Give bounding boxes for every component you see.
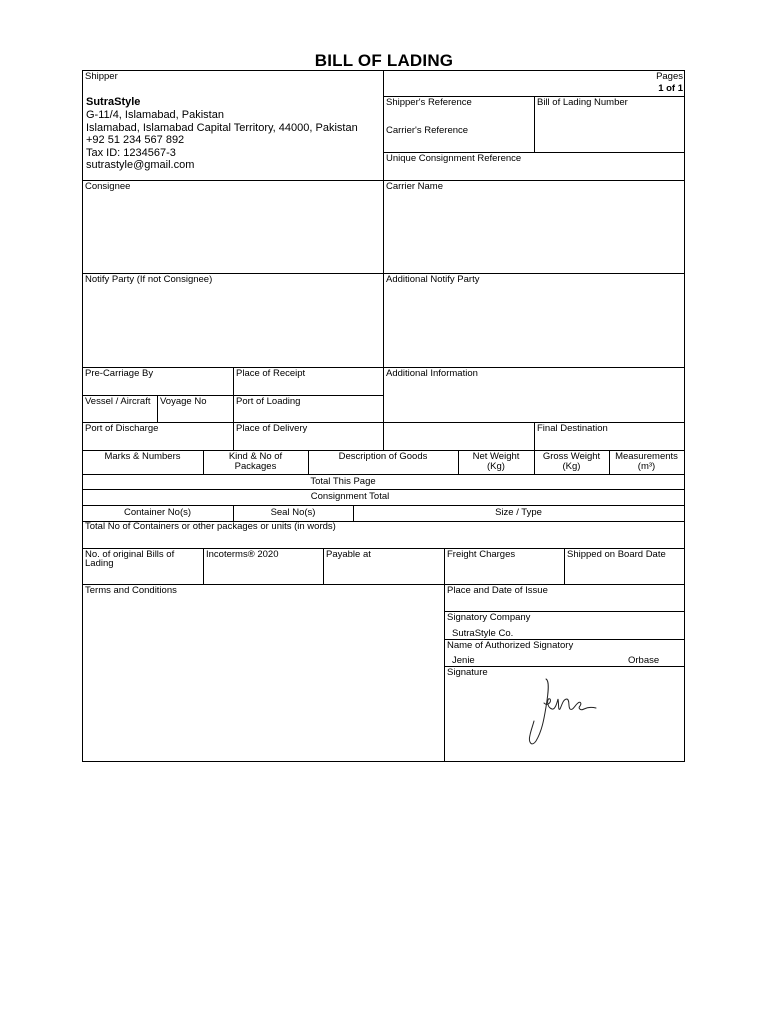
- border-right: [684, 70, 685, 762]
- divider: [534, 422, 535, 450]
- carrier-name-label: Carrier Name: [386, 181, 444, 192]
- signatory-company-label: Signatory Company: [447, 612, 531, 623]
- bill-of-lading-form: [82, 70, 685, 762]
- signature-label: Signature: [447, 667, 488, 678]
- signatory-company-value: SutraStyle Co.: [452, 628, 514, 639]
- consignment-total-label: Consignment Total: [310, 491, 390, 502]
- seal-nos-label: Seal No(s): [270, 507, 316, 518]
- consignee-label: Consignee: [85, 181, 131, 192]
- additional-information-label: Additional Information: [386, 368, 478, 379]
- size-type-label: Size / Type: [495, 507, 542, 518]
- place-date-of-issue-label: Place and Date of Issue: [447, 585, 548, 596]
- shipper-phone: +92 51 234 567 892: [86, 134, 185, 146]
- gross-weight-header-1: Gross Weight: [542, 451, 601, 462]
- shipper-email: sutrastyle@gmail.com: [86, 159, 195, 171]
- shipper-tax-id: Tax ID: 1234567-3: [86, 147, 176, 159]
- kind-packages-header-2: Packages: [234, 461, 277, 472]
- bill-of-lading-number-label: Bill of Lading Number: [537, 97, 628, 108]
- port-of-loading-label: Port of Loading: [236, 396, 301, 407]
- divider: [203, 548, 204, 584]
- divider: [534, 96, 535, 152]
- divider: [157, 395, 158, 422]
- center-divider: [383, 70, 384, 450]
- divider: [82, 505, 685, 506]
- payable-at-label: Payable at: [326, 549, 371, 560]
- voyage-no-label: Voyage No: [160, 396, 207, 407]
- handwritten-signature: [522, 673, 602, 753]
- shipper-name: SutraStyle: [86, 96, 141, 108]
- place-of-delivery-label: Place of Delivery: [236, 423, 308, 434]
- border-left: [82, 70, 83, 762]
- pages-value: 1 of 1: [658, 83, 683, 94]
- gross-weight-header-2: (Kg): [562, 461, 581, 472]
- terms-and-conditions-label: Terms and Conditions: [85, 585, 177, 596]
- net-weight-header-1: Net Weight: [472, 451, 520, 462]
- shippers-reference-label: Shipper's Reference: [386, 97, 472, 108]
- pages-label: Pages: [656, 71, 683, 82]
- port-of-discharge-label: Port of Discharge: [85, 423, 159, 434]
- shipper-address-2: Islamabad, Islamabad Capital Territory, 44000, Pakistan: [86, 122, 358, 134]
- incoterms-label: Incoterms® 2020: [206, 549, 279, 560]
- additional-notify-party-label: Additional Notify Party: [386, 274, 480, 285]
- divider: [82, 180, 685, 181]
- total-containers-label: Total No of Containers or other packages or units (in words): [85, 521, 336, 532]
- no-original-bills-label-2: Lading: [85, 558, 114, 569]
- shipper-label: Shipper: [85, 71, 118, 82]
- unique-consignment-reference-label: Unique Consignment Reference: [386, 153, 522, 164]
- signatory-first-name: Jenie: [452, 655, 475, 666]
- place-of-receipt-label: Place of Receipt: [236, 368, 306, 379]
- freight-charges-label: Freight Charges: [447, 549, 516, 560]
- notify-party-label: Notify Party (If not Consignee): [85, 274, 213, 285]
- vessel-aircraft-label: Vessel / Aircraft: [85, 396, 151, 407]
- carriers-reference-label: Carrier's Reference: [386, 125, 469, 136]
- shipper-address-1: G-11/4, Islamabad, Pakistan: [86, 109, 224, 121]
- divider: [233, 367, 234, 450]
- border-bottom: [82, 761, 685, 762]
- description-of-goods-header: Description of Goods: [338, 451, 428, 462]
- divider: [323, 548, 324, 584]
- measurements-header-2: (m³): [637, 461, 656, 472]
- shipped-on-board-date-label: Shipped on Board Date: [567, 549, 666, 560]
- divider: [82, 474, 685, 475]
- authorized-signatory-label: Name of Authorized Signatory: [447, 640, 574, 651]
- marks-numbers-header: Marks & Numbers: [104, 451, 181, 462]
- kind-packages-header-1: Kind & No of: [228, 451, 283, 462]
- net-weight-header-2: (Kg): [487, 461, 505, 472]
- measurements-header-1: Measurements: [615, 451, 678, 462]
- signatory-last-name: Orbase: [628, 655, 660, 666]
- total-this-page-label: Total This Page: [310, 476, 376, 487]
- divider: [82, 489, 685, 490]
- divider: [564, 548, 565, 584]
- document-title: BILL OF LADING: [314, 51, 454, 70]
- pre-carriage-by-label: Pre-Carriage By: [85, 368, 154, 379]
- final-destination-label: Final Destination: [537, 423, 608, 434]
- divider: [82, 367, 685, 368]
- divider: [444, 548, 445, 762]
- container-nos-label: Container No(s): [123, 507, 192, 518]
- no-original-bills-label-1: No. of original Bills of: [85, 549, 175, 560]
